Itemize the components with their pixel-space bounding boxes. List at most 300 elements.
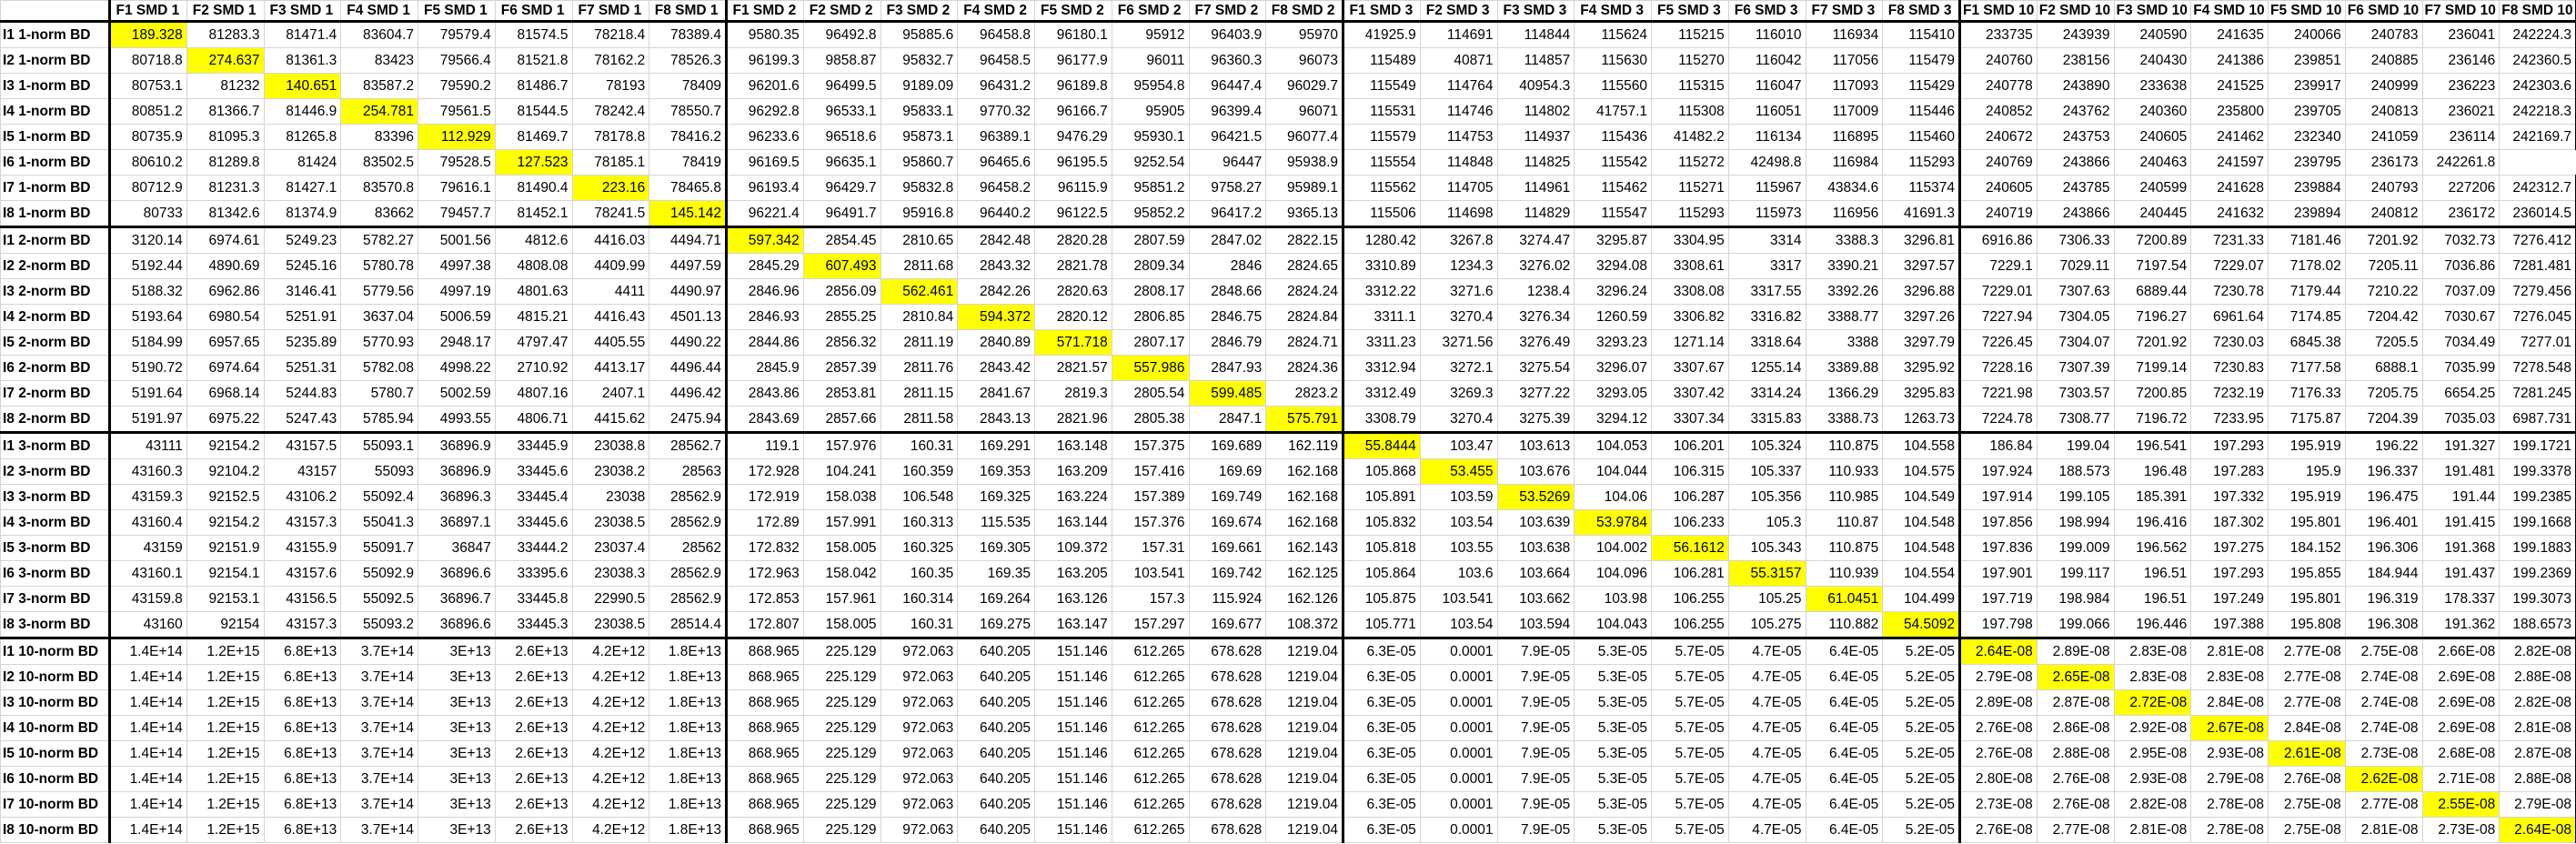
data-cell[interactable]: 5193.64 — [110, 305, 187, 330]
data-cell[interactable]: 2.82E-08 — [2500, 638, 2576, 665]
data-cell[interactable]: 4497.59 — [649, 254, 727, 279]
data-cell[interactable]: 5.2E-05 — [1883, 792, 1960, 818]
data-cell[interactable]: 80610.2 — [110, 150, 187, 176]
data-cell[interactable]: 191.437 — [2422, 561, 2500, 587]
data-cell[interactable]: 106.255 — [1652, 587, 1729, 612]
data-cell[interactable]: 640.205 — [958, 741, 1035, 767]
data-cell[interactable]: 2811.76 — [880, 356, 958, 381]
data-cell[interactable]: 105.868 — [1343, 459, 1421, 485]
data-cell[interactable]: 1.8E+13 — [649, 638, 727, 665]
highlighted-cell[interactable]: 189.328 — [110, 22, 187, 48]
data-cell[interactable]: 678.628 — [1189, 690, 1266, 716]
data-cell[interactable]: 110.87 — [1806, 510, 1883, 536]
data-cell[interactable]: 96499.5 — [803, 74, 880, 99]
data-cell[interactable]: 79616.1 — [418, 176, 496, 201]
data-cell[interactable]: 3276.34 — [1497, 305, 1575, 330]
data-cell[interactable]: 2.77E-08 — [2269, 638, 2346, 665]
data-cell[interactable]: 4993.55 — [418, 407, 496, 433]
data-cell[interactable]: 95905 — [1112, 99, 1189, 125]
data-cell[interactable]: 106.548 — [880, 485, 958, 510]
column-header[interactable]: F1 SMD 10 — [1960, 1, 2038, 22]
data-cell[interactable]: 640.205 — [958, 716, 1035, 741]
data-cell[interactable]: 115630 — [1575, 48, 1652, 74]
data-cell[interactable]: 868.965 — [727, 716, 804, 741]
data-cell[interactable]: 242303.6 — [2500, 74, 2576, 99]
data-cell[interactable]: 195.919 — [2269, 433, 2346, 459]
data-cell[interactable]: 3318.64 — [1728, 330, 1806, 356]
data-cell[interactable]: 225.129 — [803, 767, 880, 792]
data-cell[interactable]: 242224.3 — [2500, 22, 2576, 48]
data-cell[interactable]: 2821.57 — [1035, 356, 1112, 381]
data-cell[interactable]: 5.7E-05 — [1652, 690, 1729, 716]
data-cell[interactable]: 3275.54 — [1497, 356, 1575, 381]
data-cell[interactable]: 78419 — [649, 150, 727, 176]
data-cell[interactable]: 117093 — [1806, 74, 1883, 99]
data-cell[interactable]: 157.389 — [1112, 485, 1189, 510]
data-cell[interactable]: 4807.16 — [495, 381, 572, 407]
data-cell[interactable]: 43160.3 — [110, 459, 187, 485]
data-cell[interactable]: 240605 — [1960, 176, 2038, 201]
data-cell[interactable]: 169.305 — [958, 536, 1035, 561]
column-header[interactable]: F2 SMD 2 — [803, 1, 880, 22]
data-cell[interactable]: 115479 — [1883, 48, 1960, 74]
data-cell[interactable]: 7229.07 — [2191, 254, 2269, 279]
column-header[interactable]: F2 SMD 3 — [1420, 1, 1497, 22]
data-cell[interactable]: 103.54 — [1420, 510, 1497, 536]
data-cell[interactable]: 3296.24 — [1575, 279, 1652, 305]
data-cell[interactable]: 225.129 — [803, 665, 880, 690]
data-cell[interactable]: 81231.3 — [186, 176, 264, 201]
data-cell[interactable]: 43155.9 — [264, 536, 341, 561]
data-cell[interactable]: 2822.15 — [1266, 227, 1343, 254]
data-cell[interactable]: 96221.4 — [727, 201, 804, 227]
data-cell[interactable]: 33395.6 — [495, 561, 572, 587]
data-cell[interactable]: 160.314 — [880, 587, 958, 612]
data-cell[interactable]: 5785.94 — [341, 407, 418, 433]
data-cell[interactable]: 55092.5 — [341, 587, 418, 612]
data-cell[interactable]: 36847 — [418, 536, 496, 561]
data-cell[interactable]: 240360 — [2114, 99, 2191, 125]
data-cell[interactable]: 7179.44 — [2269, 279, 2346, 305]
data-cell[interactable]: 104.241 — [803, 459, 880, 485]
data-cell[interactable]: 115489 — [1343, 48, 1421, 74]
data-cell[interactable]: 106.255 — [1652, 612, 1729, 638]
data-cell[interactable]: 114764 — [1420, 74, 1497, 99]
data-cell[interactable]: 169.677 — [1189, 612, 1266, 638]
data-cell[interactable]: 162.119 — [1266, 433, 1343, 459]
data-cell[interactable]: 33445.6 — [495, 510, 572, 536]
row-label[interactable]: I8 1-norm BD — [1, 201, 110, 227]
highlighted-cell[interactable]: 2.65E-08 — [2037, 665, 2114, 690]
data-cell[interactable]: 241462 — [2191, 125, 2269, 150]
data-cell[interactable]: 2.76E-08 — [2269, 767, 2346, 792]
data-cell[interactable]: 6.8E+13 — [264, 716, 341, 741]
data-cell[interactable]: 5.3E-05 — [1575, 792, 1652, 818]
data-cell[interactable]: 151.146 — [1035, 638, 1112, 665]
data-cell[interactable]: 104.548 — [1883, 536, 1960, 561]
data-cell[interactable]: 868.965 — [727, 792, 804, 818]
data-cell[interactable]: 3.7E+14 — [341, 716, 418, 741]
data-cell[interactable]: 1.2E+15 — [186, 665, 264, 690]
data-cell[interactable]: 5247.43 — [264, 407, 341, 433]
data-cell[interactable]: 2840.89 — [958, 330, 1035, 356]
data-cell[interactable]: 7174.85 — [2269, 305, 2346, 330]
data-cell[interactable]: 242218.3 — [2500, 99, 2576, 125]
data-cell[interactable]: 33445.8 — [495, 587, 572, 612]
data-cell[interactable]: 7308.77 — [2037, 407, 2114, 433]
data-cell[interactable]: 96193.4 — [727, 176, 804, 201]
data-cell[interactable]: 81446.9 — [264, 99, 341, 125]
data-cell[interactable]: 55091.7 — [341, 536, 418, 561]
data-cell[interactable]: 7230.78 — [2191, 279, 2269, 305]
data-cell[interactable]: 95852.2 — [1112, 201, 1189, 227]
data-cell[interactable]: 2.83E-08 — [2114, 665, 2191, 690]
row-label[interactable]: I2 1-norm BD — [1, 48, 110, 74]
data-cell[interactable]: 197.836 — [1960, 536, 2038, 561]
data-cell[interactable]: 172.89 — [727, 510, 804, 536]
data-cell[interactable]: 3275.39 — [1497, 407, 1575, 433]
data-cell[interactable]: 3312.94 — [1343, 356, 1421, 381]
data-cell[interactable]: 243753 — [2037, 125, 2114, 150]
data-cell[interactable]: 104.499 — [1883, 587, 1960, 612]
data-cell[interactable]: 169.291 — [958, 433, 1035, 459]
data-cell[interactable]: 151.146 — [1035, 792, 1112, 818]
data-cell[interactable]: 3392.26 — [1806, 279, 1883, 305]
data-cell[interactable]: 199.3378 — [2500, 459, 2576, 485]
data-cell[interactable]: 7230.03 — [2191, 330, 2269, 356]
data-cell[interactable]: 4501.13 — [649, 305, 727, 330]
data-cell[interactable]: 238156 — [2037, 48, 2114, 74]
data-cell[interactable]: 2843.69 — [727, 407, 804, 433]
data-cell[interactable]: 7176.33 — [2269, 381, 2346, 407]
data-cell[interactable]: 28562.7 — [649, 433, 727, 459]
data-cell[interactable]: 2.88E-08 — [2037, 741, 2114, 767]
data-cell[interactable]: 81544.5 — [495, 99, 572, 125]
data-cell[interactable]: 3308.79 — [1343, 407, 1421, 433]
row-label[interactable]: I3 10-norm BD — [1, 690, 110, 716]
data-cell[interactable]: 7307.63 — [2037, 279, 2114, 305]
data-cell[interactable]: 5.7E-05 — [1652, 638, 1729, 665]
data-cell[interactable]: 2808.17 — [1112, 279, 1189, 305]
data-cell[interactable]: 199.1883 — [2500, 536, 2576, 561]
data-cell[interactable]: 242169.7 — [2500, 125, 2576, 150]
highlighted-cell[interactable]: 61.0451 — [1806, 587, 1883, 612]
data-cell[interactable]: 95970 — [1266, 22, 1343, 48]
data-cell[interactable]: 157.416 — [1112, 459, 1189, 485]
data-cell[interactable]: 40954.3 — [1497, 74, 1575, 99]
row-label[interactable]: I2 2-norm BD — [1, 254, 110, 279]
data-cell[interactable]: 2.6E+13 — [495, 716, 572, 741]
column-header[interactable]: F8 SMD 1 — [649, 1, 727, 22]
data-cell[interactable]: 6.3E-05 — [1343, 818, 1421, 843]
data-cell[interactable]: 5.3E-05 — [1575, 741, 1652, 767]
column-header[interactable]: F4 SMD 2 — [958, 1, 1035, 22]
data-cell[interactable]: 78409 — [649, 74, 727, 99]
data-cell[interactable]: 195.9 — [2269, 459, 2346, 485]
column-header[interactable]: F8 SMD 2 — [1266, 1, 1343, 22]
data-cell[interactable]: 5235.89 — [264, 330, 341, 356]
data-cell[interactable]: 105.832 — [1343, 510, 1421, 536]
data-cell[interactable]: 7035.03 — [2422, 407, 2500, 433]
data-cell[interactable]: 92104.2 — [186, 459, 264, 485]
data-cell[interactable]: 239795 — [2269, 150, 2346, 176]
data-cell[interactable]: 157.375 — [1112, 433, 1189, 459]
data-cell[interactable]: 79566.4 — [418, 48, 496, 74]
data-cell[interactable]: 1.2E+15 — [186, 690, 264, 716]
data-cell[interactable]: 96201.6 — [727, 74, 804, 99]
data-cell[interactable]: 2948.17 — [418, 330, 496, 356]
data-cell[interactable]: 110.939 — [1806, 561, 1883, 587]
column-header[interactable]: F5 SMD 1 — [418, 1, 496, 22]
data-cell[interactable]: 196.401 — [2345, 510, 2422, 536]
data-cell[interactable]: 2.77E-08 — [2269, 665, 2346, 690]
data-cell[interactable]: 96465.6 — [958, 150, 1035, 176]
data-cell[interactable]: 5251.91 — [264, 305, 341, 330]
data-cell[interactable]: 241597 — [2191, 150, 2269, 176]
row-label[interactable]: I5 2-norm BD — [1, 330, 110, 356]
column-header[interactable]: F7 SMD 3 — [1806, 1, 1883, 22]
data-cell[interactable]: 199.117 — [2037, 561, 2114, 587]
data-cell[interactable]: 199.009 — [2037, 536, 2114, 561]
data-cell[interactable]: 36897.1 — [418, 510, 496, 536]
data-cell[interactable]: 4413.17 — [572, 356, 649, 381]
data-cell[interactable]: 3310.89 — [1343, 254, 1421, 279]
data-cell[interactable]: 105.3 — [1728, 510, 1806, 536]
highlighted-cell[interactable]: 599.485 — [1189, 381, 1266, 407]
data-cell[interactable]: 240813 — [2345, 99, 2422, 125]
data-cell[interactable]: 114825 — [1497, 150, 1575, 176]
data-cell[interactable]: 81490.4 — [495, 176, 572, 201]
data-cell[interactable]: 162.125 — [1266, 561, 1343, 587]
data-cell[interactable]: 195.919 — [2269, 485, 2346, 510]
data-cell[interactable]: 187.302 — [2191, 510, 2269, 536]
data-cell[interactable]: 3390.21 — [1806, 254, 1883, 279]
data-cell[interactable]: 640.205 — [958, 818, 1035, 843]
data-cell[interactable]: 243866 — [2037, 201, 2114, 227]
data-cell[interactable]: 114753 — [1420, 125, 1497, 150]
data-cell[interactable]: 197.388 — [2191, 612, 2269, 638]
data-cell[interactable]: 184.152 — [2269, 536, 2346, 561]
data-cell[interactable]: 9476.29 — [1035, 125, 1112, 150]
data-cell[interactable]: 114848 — [1420, 150, 1497, 176]
row-label[interactable]: I8 10-norm BD — [1, 818, 110, 843]
column-header[interactable]: F7 SMD 2 — [1189, 1, 1266, 22]
data-cell[interactable]: 96177.9 — [1035, 48, 1112, 74]
data-cell[interactable]: 640.205 — [958, 665, 1035, 690]
data-cell[interactable]: 2824.71 — [1266, 330, 1343, 356]
data-cell[interactable]: 2855.25 — [803, 305, 880, 330]
data-cell[interactable]: 163.209 — [1035, 459, 1112, 485]
data-cell[interactable]: 4.7E-05 — [1728, 638, 1806, 665]
data-cell[interactable]: 225.129 — [803, 716, 880, 741]
data-cell[interactable]: 6888.1 — [2345, 356, 2422, 381]
data-cell[interactable]: 7281.481 — [2500, 254, 2576, 279]
data-cell[interactable]: 240778 — [1960, 74, 2038, 99]
data-cell[interactable]: 2.69E-08 — [2422, 665, 2500, 690]
data-cell[interactable]: 114746 — [1420, 99, 1497, 125]
data-cell[interactable]: 7210.22 — [2345, 279, 2422, 305]
data-cell[interactable]: 96029.7 — [1266, 74, 1343, 99]
data-cell[interactable]: 9758.27 — [1189, 176, 1266, 201]
data-cell[interactable]: 1.2E+15 — [186, 792, 264, 818]
data-cell[interactable]: 5.3E-05 — [1575, 767, 1652, 792]
data-cell[interactable]: 5.2E-05 — [1883, 638, 1960, 665]
data-cell[interactable]: 188.573 — [2037, 459, 2114, 485]
data-cell[interactable]: 4997.19 — [418, 279, 496, 305]
data-cell[interactable]: 2842.48 — [958, 227, 1035, 254]
data-cell[interactable]: 114844 — [1497, 22, 1575, 48]
data-cell[interactable]: 96195.5 — [1035, 150, 1112, 176]
data-cell[interactable]: 110.875 — [1806, 433, 1883, 459]
data-cell[interactable]: 3274.47 — [1497, 227, 1575, 254]
data-cell[interactable]: 6.8E+13 — [264, 665, 341, 690]
data-cell[interactable]: 104.044 — [1575, 459, 1652, 485]
data-cell[interactable]: 868.965 — [727, 818, 804, 843]
data-cell[interactable]: 612.265 — [1112, 665, 1189, 690]
data-cell[interactable]: 1219.04 — [1266, 716, 1343, 741]
data-cell[interactable]: 240672 — [1960, 125, 2038, 150]
data-cell[interactable]: 92154.2 — [186, 433, 264, 459]
data-cell[interactable]: 157.297 — [1112, 612, 1189, 638]
data-cell[interactable]: 3295.92 — [1883, 356, 1960, 381]
data-cell[interactable]: 103.55 — [1420, 536, 1497, 561]
data-cell[interactable]: 43159 — [110, 536, 187, 561]
data-cell[interactable]: 5779.56 — [341, 279, 418, 305]
data-cell[interactable]: 104.548 — [1883, 510, 1960, 536]
data-cell[interactable]: 7201.92 — [2345, 227, 2422, 254]
data-cell[interactable]: 79590.2 — [418, 74, 496, 99]
data-cell[interactable]: 7175.87 — [2269, 407, 2346, 433]
data-cell[interactable]: 5.2E-05 — [1883, 716, 1960, 741]
data-cell[interactable]: 6.4E-05 — [1806, 792, 1883, 818]
data-cell[interactable]: 96011 — [1112, 48, 1189, 74]
data-cell[interactable]: 43157.5 — [264, 433, 341, 459]
data-cell[interactable]: 612.265 — [1112, 818, 1189, 843]
data-cell[interactable]: 191.327 — [2422, 433, 2500, 459]
data-cell[interactable]: 96360.3 — [1189, 48, 1266, 74]
data-cell[interactable]: 191.415 — [2422, 510, 2500, 536]
data-cell[interactable]: 151.146 — [1035, 767, 1112, 792]
data-cell[interactable]: 241059 — [2345, 125, 2422, 150]
data-cell[interactable]: 95885.6 — [880, 22, 958, 48]
data-cell[interactable]: 1219.04 — [1266, 665, 1343, 690]
highlighted-cell[interactable]: 575.791 — [1266, 407, 1343, 433]
data-cell[interactable]: 5244.83 — [264, 381, 341, 407]
data-cell[interactable]: 110.875 — [1806, 536, 1883, 561]
data-cell[interactable]: 640.205 — [958, 638, 1035, 665]
data-cell[interactable]: 6962.86 — [186, 279, 264, 305]
data-cell[interactable]: 96431.2 — [958, 74, 1035, 99]
data-cell[interactable]: 3388 — [1806, 330, 1883, 356]
data-cell[interactable]: 158.005 — [803, 612, 880, 638]
data-cell[interactable]: 115293 — [1652, 201, 1729, 227]
data-cell[interactable]: 81361.3 — [264, 48, 341, 74]
data-cell[interactable]: 7.9E-05 — [1497, 741, 1575, 767]
data-cell[interactable]: 612.265 — [1112, 767, 1189, 792]
data-cell[interactable]: 3388.73 — [1806, 407, 1883, 433]
data-cell[interactable]: 240885 — [2345, 48, 2422, 74]
row-label[interactable]: I1 1-norm BD — [1, 22, 110, 48]
row-label[interactable]: I5 10-norm BD — [1, 741, 110, 767]
data-cell[interactable]: 115542 — [1575, 150, 1652, 176]
column-header[interactable]: F8 SMD 3 — [1883, 1, 1960, 22]
data-cell[interactable]: 7201.92 — [2114, 330, 2191, 356]
data-cell[interactable]: 79561.5 — [418, 99, 496, 125]
data-cell[interactable]: 197.275 — [2191, 536, 2269, 561]
data-cell[interactable]: 151.146 — [1035, 741, 1112, 767]
data-cell[interactable]: 199.2369 — [2500, 561, 2576, 587]
data-cell[interactable]: 2.73E-08 — [2422, 818, 2500, 843]
data-cell[interactable]: 105.343 — [1728, 536, 1806, 561]
data-cell[interactable]: 5191.64 — [110, 381, 187, 407]
data-cell[interactable]: 3389.88 — [1806, 356, 1883, 381]
data-cell[interactable]: 7196.72 — [2114, 407, 2191, 433]
data-cell[interactable]: 42498.8 — [1728, 150, 1806, 176]
data-cell[interactable]: 115436 — [1575, 125, 1652, 150]
data-cell[interactable]: 79579.4 — [418, 22, 496, 48]
data-cell[interactable]: 41757.1 — [1575, 99, 1652, 125]
data-cell[interactable]: 33444.2 — [495, 536, 572, 561]
column-header[interactable]: F6 SMD 10 — [2345, 1, 2422, 22]
data-cell[interactable]: 2.82E-08 — [2114, 792, 2191, 818]
data-cell[interactable]: 162.168 — [1266, 510, 1343, 536]
row-label[interactable]: I7 2-norm BD — [1, 381, 110, 407]
data-cell[interactable]: 241632 — [2191, 201, 2269, 227]
data-cell[interactable]: 2.68E-08 — [2422, 741, 2500, 767]
data-cell[interactable]: 103.594 — [1497, 612, 1575, 638]
data-cell[interactable]: 96417.2 — [1189, 201, 1266, 227]
data-cell[interactable]: 172.928 — [727, 459, 804, 485]
data-cell[interactable]: 1.4E+14 — [110, 665, 187, 690]
data-cell[interactable]: 240445 — [2114, 201, 2191, 227]
data-cell[interactable]: 96122.5 — [1035, 201, 1112, 227]
data-cell[interactable]: 114698 — [1420, 201, 1497, 227]
data-cell[interactable]: 7037.09 — [2422, 279, 2500, 305]
data-cell[interactable]: 83662 — [341, 201, 418, 227]
data-cell[interactable]: 3314 — [1728, 227, 1806, 254]
data-cell[interactable]: 162.168 — [1266, 485, 1343, 510]
data-cell[interactable]: 36896.9 — [418, 433, 496, 459]
data-cell[interactable]: 110.933 — [1806, 459, 1883, 485]
data-cell[interactable]: 5.2E-05 — [1883, 690, 1960, 716]
data-cell[interactable]: 36896.6 — [418, 612, 496, 638]
data-cell[interactable]: 43160.4 — [110, 510, 187, 536]
data-cell[interactable]: 80753.1 — [110, 74, 187, 99]
data-cell[interactable]: 2805.54 — [1112, 381, 1189, 407]
data-cell[interactable]: 7.9E-05 — [1497, 638, 1575, 665]
data-cell[interactable]: 9365.13 — [1266, 201, 1343, 227]
row-label[interactable]: I5 3-norm BD — [1, 536, 110, 561]
data-cell[interactable]: 96389.1 — [958, 125, 1035, 150]
data-cell[interactable]: 2.83E-08 — [2114, 638, 2191, 665]
highlighted-cell[interactable]: 223.16 — [572, 176, 649, 201]
data-cell[interactable]: 92151.9 — [186, 536, 264, 561]
data-cell[interactable]: 7276.045 — [2500, 305, 2576, 330]
data-cell[interactable]: 92153.1 — [186, 587, 264, 612]
data-cell[interactable]: 6.4E-05 — [1806, 638, 1883, 665]
data-cell[interactable]: 2843.13 — [958, 407, 1035, 433]
data-cell[interactable]: 240605 — [2114, 125, 2191, 150]
data-cell[interactable]: 106.201 — [1652, 433, 1729, 459]
data-cell[interactable]: 4797.47 — [495, 330, 572, 356]
data-cell[interactable]: 2.80E-08 — [1960, 767, 2038, 792]
data-cell[interactable]: 199.1668 — [2500, 510, 2576, 536]
highlighted-cell[interactable]: 56.1612 — [1652, 536, 1729, 561]
data-cell[interactable]: 1.2E+15 — [186, 767, 264, 792]
data-cell[interactable]: 36896.9 — [418, 459, 496, 485]
row-label[interactable]: I5 1-norm BD — [1, 125, 110, 150]
highlighted-cell[interactable]: 597.342 — [727, 227, 804, 254]
